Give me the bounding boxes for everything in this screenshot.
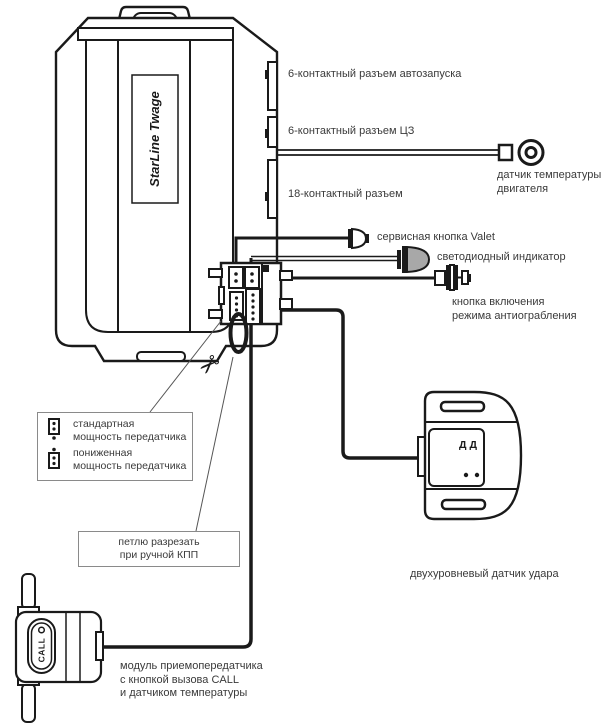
connector-6pin-autostart: [268, 62, 277, 110]
note-line2: при ручной КПП: [119, 549, 199, 561]
module-antenna-bottom: [22, 684, 35, 722]
antirobbery-plug: [435, 271, 445, 285]
shock-sensor-slot-bottom: [442, 500, 485, 509]
antirobbery-bar-mid: [450, 265, 454, 290]
legend-standard-line1: стандартная: [73, 418, 135, 430]
pin-dot: [250, 279, 254, 283]
block-latch-left: [219, 287, 224, 304]
adjustment-dot: [475, 473, 479, 477]
antirobbery-button-icon: [435, 265, 471, 290]
unit-lid-band: [78, 28, 233, 40]
pin-dot: [251, 311, 254, 314]
label-temp-sensor-line1: датчик температуры: [497, 169, 602, 181]
legend-reduced-line2: мощность передатчика: [73, 459, 187, 472]
plug-2pin-led: [245, 267, 259, 288]
pin-dot: [251, 305, 254, 308]
label-shock-sensor: двухуровневый датчик удара: [410, 568, 559, 580]
antirobbery-bar: [455, 265, 458, 290]
label-connector6-autostart: 6-контактный разъем автозапуска: [288, 68, 462, 80]
module-antenna-top: [22, 574, 35, 609]
antirobbery-cap: [462, 271, 468, 284]
led-base-bar: [397, 250, 401, 269]
label-valet-button: сервисная кнопка Valet: [377, 231, 495, 243]
block-tab-right-top: [280, 271, 292, 280]
connector-18pin-key: [265, 192, 269, 201]
label-temp-sensor: [497, 169, 601, 196]
pin-dot: [235, 308, 238, 311]
pin-dot: [235, 296, 238, 299]
connector-block-key: [263, 265, 269, 272]
module-wire: [100, 324, 251, 647]
module-wire-tab: [96, 632, 103, 660]
connector-6pin-autostart-key: [265, 70, 269, 79]
connector-6pin-centrallock-key: [265, 129, 269, 138]
block-tab-right-bottom: [280, 299, 292, 309]
jumper-reduced-icon: [47, 447, 62, 472]
label-temp-sensor-line2: двигателя: [497, 182, 549, 195]
label-connector18: 18-контактный разъем: [288, 188, 403, 200]
jumper-standard-icon: [47, 418, 62, 443]
transmitter-power-legend: [37, 412, 193, 481]
note-line1: петлю разрезать: [118, 536, 200, 548]
shock-sensor-marking: Д Д: [459, 439, 477, 451]
legend-standard-text: [73, 418, 186, 443]
label-module-line3: и датчиком температуры: [120, 687, 248, 699]
pin-dot: [251, 293, 254, 296]
shock-sensor: [418, 392, 521, 519]
shock-sensor-slot-top: [441, 402, 484, 411]
pin-dot: [250, 272, 254, 276]
valet-button-dome: [352, 229, 366, 248]
label-antirobbery-line2: режима антиограбления: [452, 309, 577, 322]
unit-bottom-slot: [137, 352, 185, 361]
label-transceiver-module: [120, 660, 263, 701]
connector-18pin: [268, 160, 277, 218]
label-antirobbery-button: [452, 296, 577, 323]
legend-row-standard: [47, 418, 192, 443]
ring-terminal-inner: [526, 148, 536, 158]
loop-cut-note: [78, 531, 240, 567]
shock-sensor-wire: [281, 310, 419, 458]
plug-2pin-valet: [229, 267, 243, 288]
note-callout-line: [196, 357, 233, 531]
pin-dot: [234, 272, 238, 276]
connector-6pin-centrallock: [268, 117, 277, 147]
legend-reduced-line1: пониженная: [73, 447, 133, 459]
call-button-label: CALL: [36, 637, 47, 663]
pin-dot: [251, 317, 254, 320]
label-module-line1: модуль приемопередатчика: [120, 660, 263, 672]
label-antirobbery-line1: кнопка включения: [452, 296, 545, 308]
valet-button-nub: [365, 234, 369, 243]
led-dome: [407, 247, 429, 272]
led-indicator-icon: [397, 246, 429, 273]
legend-row-reduced: [47, 447, 192, 472]
antirobbery-bar: [446, 265, 449, 290]
pin-dot: [251, 299, 254, 302]
block-tab-left-bottom: [209, 310, 222, 318]
antirobbery-nub: [468, 274, 471, 282]
pin-dot: [235, 302, 238, 305]
unit-label: StarLine Twage: [147, 91, 162, 187]
ring-terminal-ferrule: [499, 145, 512, 160]
scissors-icon: ✂: [191, 346, 226, 382]
pin-dot: [234, 279, 238, 283]
label-led-indicator: светодиодный индикатор: [437, 251, 566, 263]
legend-reduced-text: [73, 447, 186, 472]
label-module-line2: с кнопкой вызова CALL: [120, 673, 239, 686]
label-connector6-centrallock: 6-контактный разъем ЦЗ: [288, 125, 415, 137]
adjustment-dot: [464, 473, 468, 477]
valet-button-icon: [348, 229, 369, 248]
legend-standard-line2: мощность передатчика: [73, 430, 187, 443]
transceiver-module: [16, 574, 103, 722]
shock-sensor-panel: [429, 429, 484, 486]
block-tab-left-top: [209, 269, 222, 277]
